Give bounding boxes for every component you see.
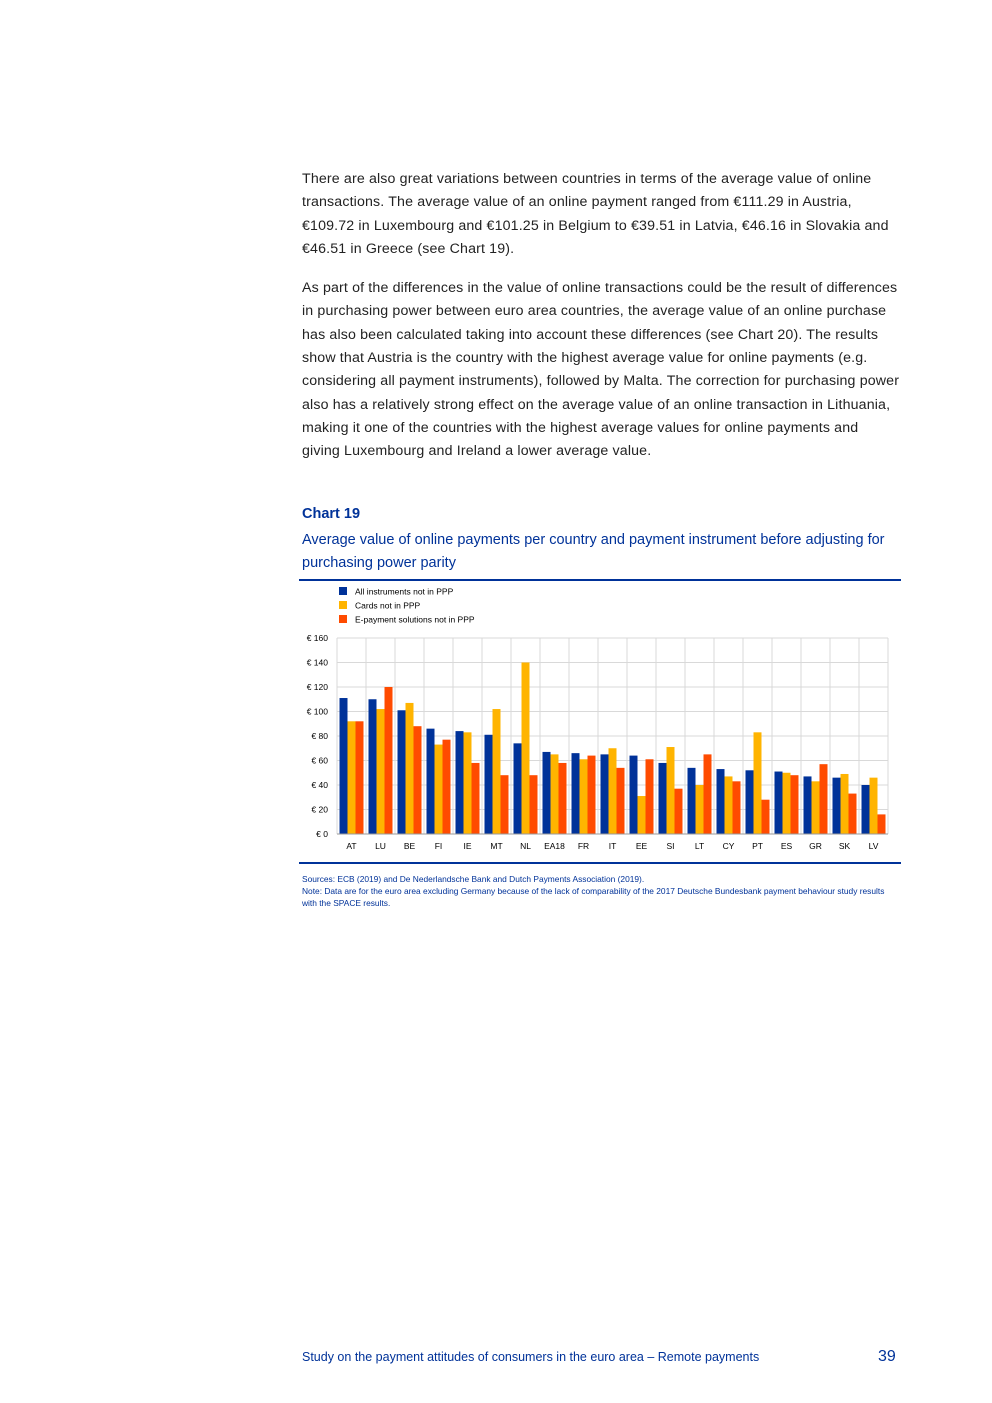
legend-swatch bbox=[339, 615, 347, 623]
x-tick-label: LT bbox=[694, 841, 705, 851]
bar bbox=[406, 703, 414, 834]
page-number: 39 bbox=[878, 1348, 896, 1365]
bar bbox=[675, 789, 683, 834]
legend-label: Cards not in PPP bbox=[355, 600, 421, 611]
bar bbox=[849, 794, 857, 834]
bar bbox=[617, 768, 625, 834]
y-tick-label: € 80 bbox=[311, 731, 328, 741]
bar bbox=[762, 800, 770, 834]
bar bbox=[630, 756, 638, 834]
x-tick-label: FI bbox=[434, 841, 443, 851]
bar bbox=[551, 754, 559, 834]
sources-text: Sources: ECB (2019) and De Nederlandsche Bank and Dutch Payments Association (2019). bbox=[302, 874, 645, 884]
chart-bottom-rule bbox=[299, 862, 901, 864]
bar bbox=[472, 763, 480, 834]
bar bbox=[725, 776, 733, 834]
bar bbox=[514, 743, 522, 834]
y-tick-label: € 160 bbox=[306, 633, 328, 643]
bar bbox=[369, 699, 377, 834]
bar bbox=[696, 785, 704, 834]
x-tick-label: ES bbox=[780, 841, 793, 851]
bar bbox=[833, 778, 841, 834]
y-tick-label: € 100 bbox=[306, 706, 328, 717]
bar bbox=[588, 756, 596, 834]
x-tick-label: AT bbox=[346, 841, 357, 851]
x-tick-label: IT bbox=[608, 841, 617, 851]
bar bbox=[733, 781, 741, 834]
bar bbox=[601, 754, 609, 834]
bar bbox=[348, 721, 356, 834]
y-tick-label: € 40 bbox=[311, 780, 328, 790]
bar bbox=[398, 710, 406, 834]
bar bbox=[414, 726, 422, 834]
bar bbox=[530, 775, 538, 834]
bar bbox=[667, 747, 675, 834]
bar bbox=[783, 773, 791, 834]
footer-title: Study on the payment attitudes of consumers in the euro area – Remote payments bbox=[302, 1350, 760, 1364]
x-tick-label: GR bbox=[809, 841, 822, 851]
x-tick-label: CY bbox=[722, 841, 735, 851]
x-tick-label: SK bbox=[838, 841, 851, 851]
bar bbox=[870, 778, 878, 834]
x-tick-label: IE bbox=[463, 841, 472, 851]
bar bbox=[340, 698, 348, 834]
bar bbox=[775, 772, 783, 834]
bar bbox=[659, 763, 667, 834]
bar bbox=[812, 781, 820, 834]
x-tick-label: PT bbox=[752, 841, 763, 851]
y-tick-label: € 20 bbox=[311, 804, 328, 815]
x-tick-label: LV bbox=[868, 841, 879, 851]
bar bbox=[464, 732, 472, 834]
body-text bbox=[302, 168, 900, 480]
legend-swatch bbox=[339, 601, 347, 609]
x-tick-label: MT bbox=[490, 841, 503, 851]
bar bbox=[688, 768, 696, 834]
bar bbox=[862, 785, 870, 834]
bar bbox=[435, 745, 443, 834]
x-tick-label: LU bbox=[375, 841, 386, 851]
bar bbox=[717, 769, 725, 834]
chart-label: Chart 19 bbox=[302, 506, 361, 522]
bar bbox=[638, 796, 646, 834]
y-tick-label: € 0 bbox=[316, 829, 328, 839]
bar bbox=[878, 814, 886, 834]
bar bbox=[804, 776, 812, 834]
y-tick-label: € 60 bbox=[311, 755, 328, 766]
bar bbox=[580, 759, 588, 834]
y-tick-label: € 120 bbox=[306, 682, 328, 692]
bar bbox=[522, 663, 530, 835]
bar bbox=[609, 748, 617, 834]
x-tick-label: BE bbox=[403, 841, 416, 851]
bar bbox=[356, 721, 364, 834]
bar bbox=[754, 732, 762, 834]
legend-swatch bbox=[339, 587, 347, 595]
x-tick-label: EA18 bbox=[544, 841, 565, 851]
x-tick-label: FR bbox=[577, 841, 590, 851]
bar bbox=[385, 687, 393, 834]
bar bbox=[841, 774, 849, 834]
bar bbox=[485, 735, 493, 834]
bar bbox=[820, 764, 828, 834]
bar bbox=[377, 709, 385, 834]
paragraph-1: There are also great variations between countries in terms of the average value of online transactions. The average value of an online payment ranged from €111.29 in Austria, €109.72 in Luxembourg and €101.25 in Belgium to €39.51 in Latvia, €46.16 in Slovakia and €46.51 in Greece (see Chart 19). bbox=[302, 171, 889, 257]
bar bbox=[427, 729, 435, 834]
chart-notes bbox=[302, 873, 898, 909]
bar bbox=[704, 754, 712, 834]
bar bbox=[493, 709, 501, 834]
bar-chart bbox=[299, 584, 899, 859]
bar bbox=[456, 731, 464, 834]
bar bbox=[501, 775, 509, 834]
bar bbox=[572, 753, 580, 834]
chart-top-rule bbox=[299, 579, 901, 581]
bar bbox=[746, 770, 754, 834]
bar bbox=[559, 763, 567, 834]
paragraph-2: As part of the differences in the value of online transactions could be the result of differences in purchasing power between euro area countries, the average value of an online purchase has also been calculated taking into account these differences (see Chart 20). The results show that Austria is the country with the highest average value for online payments (e.g. considering all payment instruments), followed by Malta. The correction for purchasing power also has a relatively strong effect on the average value of an online transaction in Lithuania, making it one of the countries with the highest average values for online payments and giving Luxembourg and Ireland a lower average value. bbox=[302, 280, 900, 460]
chart-title: Average value of online payments per country and payment instrument before adjusting for purchasing power parity bbox=[302, 532, 885, 571]
note-text: Note: Data are for the euro area excluding Germany because of the lack of comparability of the 2017 Deutsche Bundesbank payment behaviour study results with the SPACE results. bbox=[302, 886, 885, 908]
bar bbox=[543, 752, 551, 834]
bar bbox=[791, 775, 799, 834]
x-tick-label: NL bbox=[520, 841, 531, 851]
x-tick-label: SI bbox=[666, 841, 675, 851]
bar bbox=[443, 740, 451, 834]
legend-label: All instruments not in PPP bbox=[355, 586, 454, 597]
legend-label: E-payment solutions not in PPP bbox=[355, 614, 475, 625]
x-tick-label: EE bbox=[635, 841, 648, 851]
y-tick-label: € 140 bbox=[306, 657, 328, 668]
bar bbox=[646, 759, 654, 834]
